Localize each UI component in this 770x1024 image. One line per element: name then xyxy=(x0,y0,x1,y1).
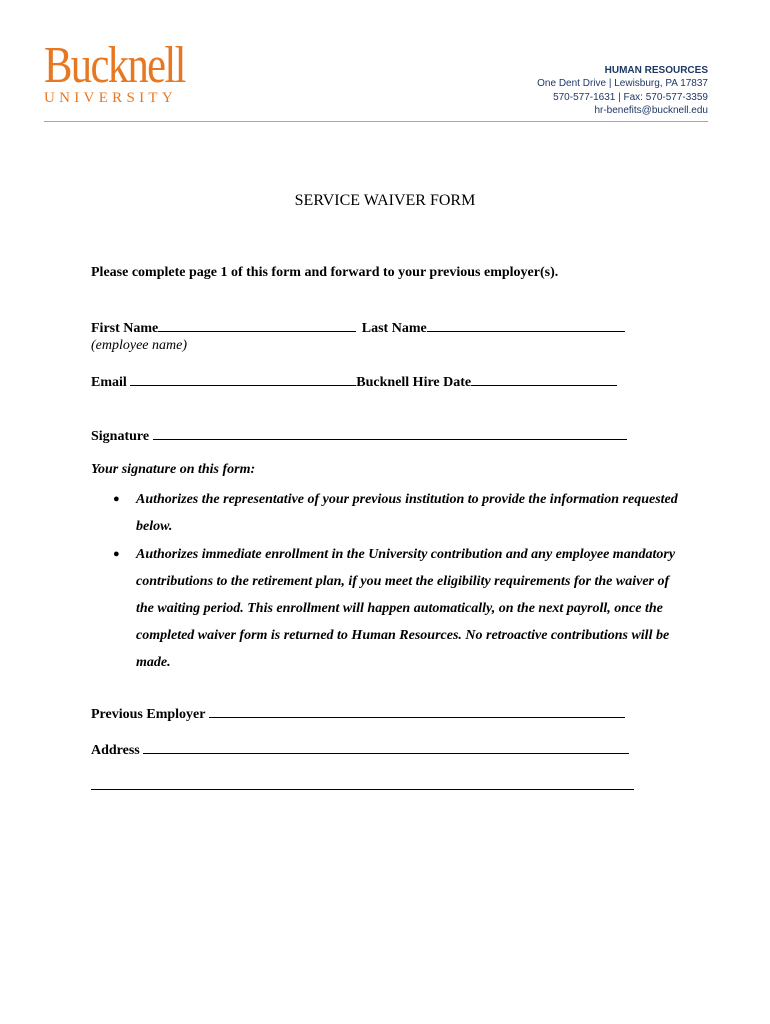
department-name: HUMAN RESOURCES xyxy=(604,65,708,76)
signature-field[interactable] xyxy=(153,426,627,440)
previous-employer-row xyxy=(91,704,625,723)
email-label: Email xyxy=(91,375,127,390)
department-phone-fax: 570-577-1631 | Fax: 570-577-3359 xyxy=(553,91,708,103)
name-row xyxy=(91,318,625,337)
hire-date-label: Bucknell Hire Date xyxy=(356,375,472,390)
header-divider xyxy=(44,121,708,122)
logo-subtitle: UNIVERSITY xyxy=(44,90,177,106)
last-name-field[interactable] xyxy=(427,318,625,332)
address-label: Address xyxy=(91,743,140,758)
signature-authorizations-list xyxy=(113,486,688,677)
authorization-text: Authorizes the representative of your previous institution to provide the information requested below. xyxy=(136,492,678,534)
signature-intro: Your signature on this form: xyxy=(91,462,256,477)
previous-employer-label: Previous Employer xyxy=(91,707,206,722)
form-title: SERVICE WAIVER FORM xyxy=(294,192,476,209)
bucknell-logo xyxy=(44,37,194,107)
email-row xyxy=(91,372,617,391)
department-address: One Dent Drive | Lewisburg, PA 17837 xyxy=(537,78,708,90)
first-name-field[interactable] xyxy=(158,318,356,332)
last-name-label: Last Name xyxy=(361,321,427,336)
list-item xyxy=(113,541,688,676)
employee-name-note: (employee name) xyxy=(91,338,188,353)
address-field-line-2[interactable] xyxy=(91,789,634,790)
previous-employer-field[interactable] xyxy=(209,704,625,718)
department-email: hr-benefits@bucknell.edu xyxy=(594,105,708,117)
bullet-icon: ● xyxy=(113,493,120,505)
hire-date-field[interactable] xyxy=(471,372,617,386)
authorization-text: Authorizes immediate enrollment in the University contribution and any employee mandatory contributions to the retirement plan, if you meet the eligibility requirements for the waiver of the waiting period. This enrollment will happen automatically, on the next payroll, once the completed waiver form is returned to Human Resources. No retroactive contributions will be made. xyxy=(136,547,676,670)
first-name-label: First Name xyxy=(91,321,159,336)
logo-wordmark: Bucknell xyxy=(44,37,185,94)
list-item xyxy=(113,486,688,540)
signature-row xyxy=(91,426,627,445)
email-field[interactable] xyxy=(130,372,356,386)
form-instruction: Please complete page 1 of this form and forward to your previous employer(s). xyxy=(91,265,559,280)
hr-contact-block xyxy=(537,64,708,118)
address-row xyxy=(91,740,629,759)
address-field[interactable] xyxy=(143,740,629,754)
signature-label: Signature xyxy=(91,429,150,444)
bullet-icon: ● xyxy=(113,548,120,560)
